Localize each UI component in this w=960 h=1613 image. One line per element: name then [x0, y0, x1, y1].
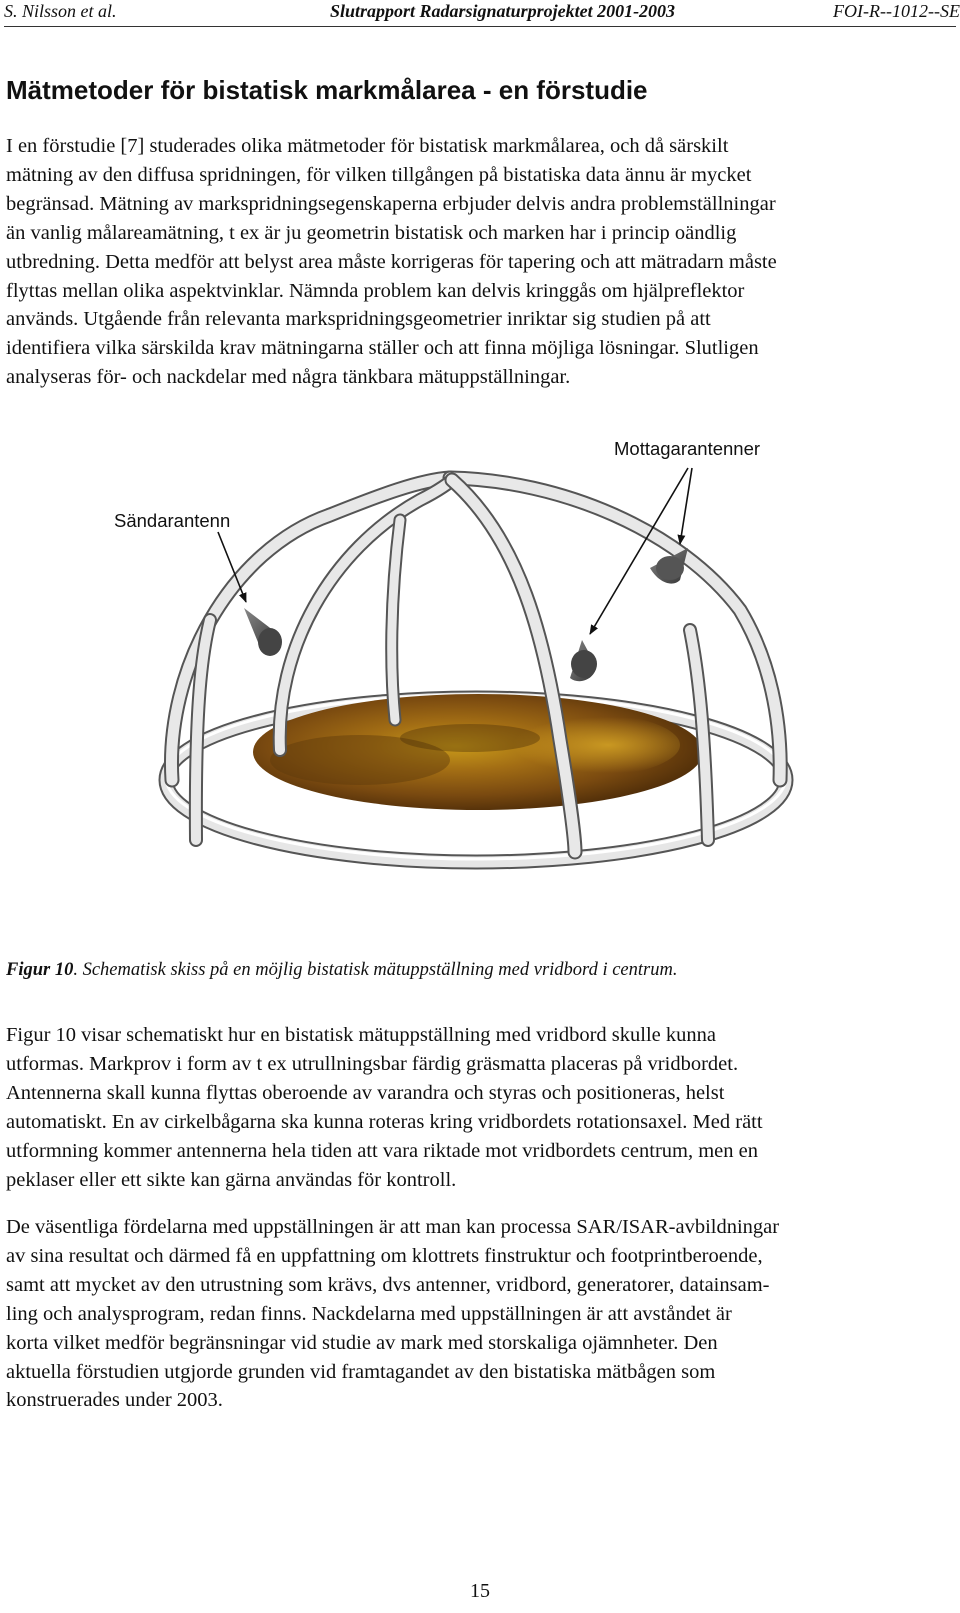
- intro-paragraph: [6, 132, 956, 392]
- paragraph-line: analyseras för- och nackdelar med några tänkbara mätuppställningar.: [6, 366, 571, 389]
- paragraph-line: konstruerades under 2003.: [6, 1389, 223, 1412]
- paragraph-line: används. Utgående från relevanta markspridningsgeometrier inriktar sig studien på att: [6, 308, 711, 331]
- figure-caption: [6, 960, 677, 981]
- paragraph-line: än vanlig målareamätning, t ex är ju geometrin bistatisk och marken har i princip oändlig: [6, 221, 737, 244]
- receiver-antennas-label: Mottagarantenner: [614, 438, 761, 459]
- paragraph-line: samt att mycket av den utrustning som krävs, dvs antenner, vridbord, generatorer, datainsam-: [6, 1273, 770, 1296]
- bistatic-setup-illustration: [0, 420, 960, 940]
- caption-label: Figur 10: [6, 960, 74, 980]
- paragraph-line: av sina resultat och därmed få en uppfattning om klottrets finstruktur och footprintberoende,: [6, 1244, 763, 1267]
- header-authors: S. Nilsson et al.: [4, 1, 117, 21]
- transmitter-antenna: [244, 608, 282, 656]
- caption-text: . Schematisk skiss på en möjlig bistatisk mätuppställning med vridbord i centrum.: [73, 960, 678, 980]
- paragraph-line: De väsentliga fördelarna med uppställningen är att man kan processa SAR/ISAR-avbildningar: [6, 1216, 780, 1238]
- receiver-antenna-1: [570, 640, 597, 681]
- paragraph-line: Antennerna skall kunna flyttas oberoende av varandra och styras och positioneras, helst: [6, 1081, 725, 1104]
- advantages-paragraph: [6, 1213, 956, 1415]
- figure-10: [0, 420, 960, 940]
- paragraph-line: I en förstudie [7] studerades olika mätmetoder för bistatisk markmålarea, och då särskilt: [6, 135, 729, 157]
- header-report-title: Slutrapport Radarsignaturprojektet 2001-2003: [330, 1, 676, 21]
- header-rule: [4, 26, 956, 27]
- page-header: [0, 0, 960, 26]
- paragraph-line: utformas. Markprov i form av t ex utrullningsbar färdig gräsmatta placeras på vridbordet.: [6, 1052, 739, 1075]
- paragraph-line: Figur 10 visar schematiskt hur en bistatisk mätuppställning med vridbord skulle kunna: [6, 1024, 717, 1046]
- paragraph-line: identifiera vilka särskilda krav mätningarna ställer och att finna möjliga lösningar. Slutligen: [6, 337, 759, 360]
- paragraph-line: utformning kommer antennerna hela tiden att vara riktade mot vridbordets centrum, men en: [6, 1139, 758, 1162]
- paragraph-line: utbredning. Detta medför att belyst area måste korrigeras för tapering och att mätradarn måste: [6, 250, 777, 273]
- paragraph-line: flyttas mellan olika aspektvinklar. Nämnda problem kan delvis kringgås om hjälpreflektor: [6, 279, 745, 302]
- transmitter-antenna-label: Sändarantenn: [114, 510, 231, 531]
- header-report-number: FOI-R--1012--SE: [833, 1, 960, 21]
- paragraph-line: begränsad. Mätning av markspridningsegenskaperna erbjuder delvis andra problemställningar: [6, 192, 776, 215]
- paragraph-line: korta vilket medför begränsningar vid studie av mark med storskaliga ojämnheter. Den: [6, 1331, 718, 1354]
- paragraph-line: aktuella förstudien utgjorde grunden vid framtagandet av den bistatiska mätbågen som: [6, 1360, 716, 1383]
- description-paragraph: [6, 1021, 956, 1194]
- paragraph-line: automatiskt. En av cirkelbågarna ska kunna roteras kring vridbordets rotationsaxel. Med rätt: [6, 1110, 763, 1133]
- page-number: 15: [470, 1580, 490, 1602]
- paragraph-line: ling och analysprogram, redan finns. Nackdelarna med uppställningen är att avståndet är: [6, 1302, 732, 1325]
- paragraph-line: mätning av den diffusa spridningen, för vilken tillgången på bistatiska data ännu är mycket: [6, 163, 752, 186]
- turntable-soil-sample: [253, 694, 703, 810]
- paragraph-line: peklaser eller ett sikte kan gärna användas för kontroll.: [6, 1168, 457, 1191]
- section-title: Mätmetoder för bistatisk markmålarea - en förstudie: [6, 75, 648, 105]
